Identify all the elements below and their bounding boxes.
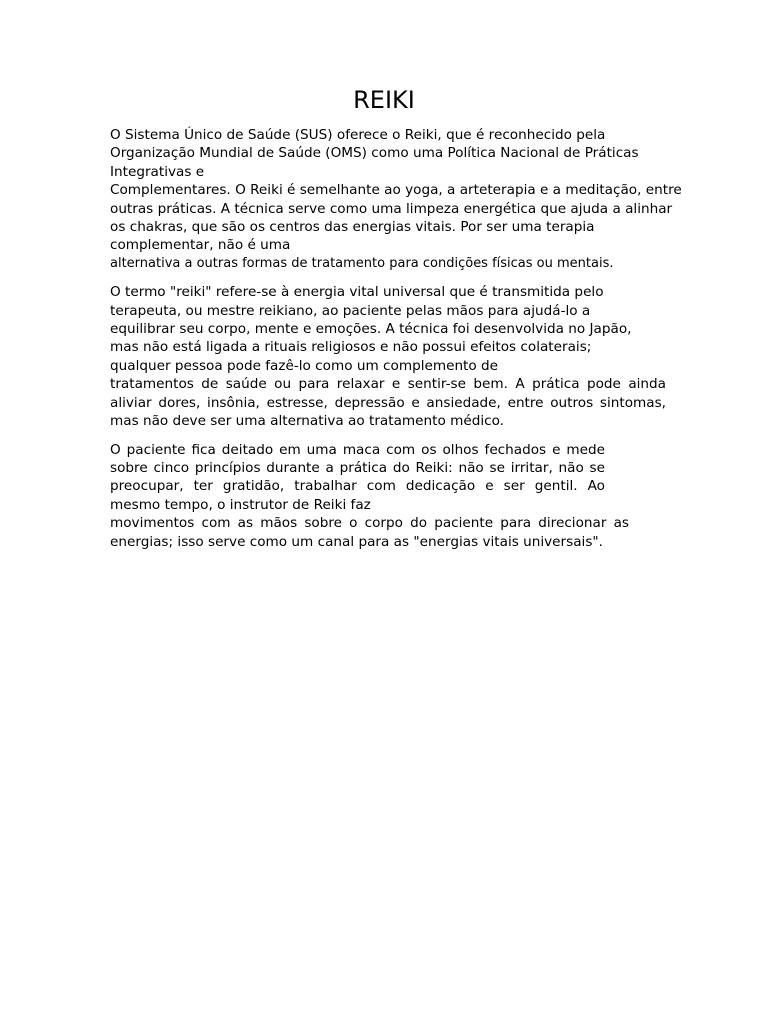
text-line: Organização Mundial de Saúde (OMS) como uma Política Nacional de Práticas (110, 145, 639, 162)
text-line: movimentos com as mãos sobre o corpo do paciente para direcionar as (110, 515, 629, 532)
text-line: O termo "reiki" refere-se à energia vital universal que é transmitida pelo (110, 284, 604, 301)
text-line: sobre cinco princípios durante a prática do Reiki: não se irritar, não se (110, 459, 605, 476)
text-line: qualquer pessoa pode fazê-lo como um complemento de (110, 357, 499, 374)
paragraph-3 (110, 441, 666, 551)
text-line: preocupar, ter gratidão, trabalhar com dedicação e ser gentil. Ao (110, 478, 605, 495)
text-line: Complementares. O Reiki é semelhante ao yoga, a arteterapia e a meditação, entre (110, 182, 682, 199)
text-line: O paciente fica deitado em uma maca com os olhos fechados e mede (110, 441, 605, 458)
text-line: O Sistema Único de Saúde (SUS) oferece o Reiki, que é reconhecido pela (110, 127, 606, 143)
text-line: equilibrar seu corpo, mente e emoções. A técnica foi desenvolvida no Japão, (110, 321, 632, 338)
text-line: mas não deve ser uma alternativa ao tratamento médico. (110, 413, 504, 430)
document-body (110, 126, 682, 561)
text-line: outras práticas. A técnica serve como uma limpeza energética que ajuda a alinhar (110, 200, 673, 217)
text-line: Integrativas e (110, 163, 205, 180)
text-line: os chakras, que são os centros das energias vitais. Por ser uma terapia (110, 219, 595, 236)
text-line: energias; isso serve como um canal para as "energias vitais universais". (110, 533, 603, 550)
text-line: terapeuta, ou mestre reikiano, ao paciente pelas mãos para ajudá-lo a (110, 302, 591, 319)
paragraph-1 (110, 126, 682, 273)
document-title: REIKI (353, 86, 415, 114)
text-line: mesmo tempo, o instrutor de Reiki faz (110, 496, 371, 513)
text-line: complementar, não é uma (110, 237, 291, 254)
paragraph-2 (110, 283, 666, 430)
text-line: aliviar dores, insônia, estresse, depressão e ansiedade, entre outros sintomas, (110, 394, 666, 411)
text-line: mas não está ligada a rituais religiosos e não possui efeitos colaterais; (110, 339, 592, 356)
text-line: tratamentos de saúde ou para relaxar e sentir-se bem. A prática pode ainda (110, 376, 666, 393)
text-line: alternativa a outras formas de tratamento para condições físicas ou mentais. (110, 255, 614, 271)
